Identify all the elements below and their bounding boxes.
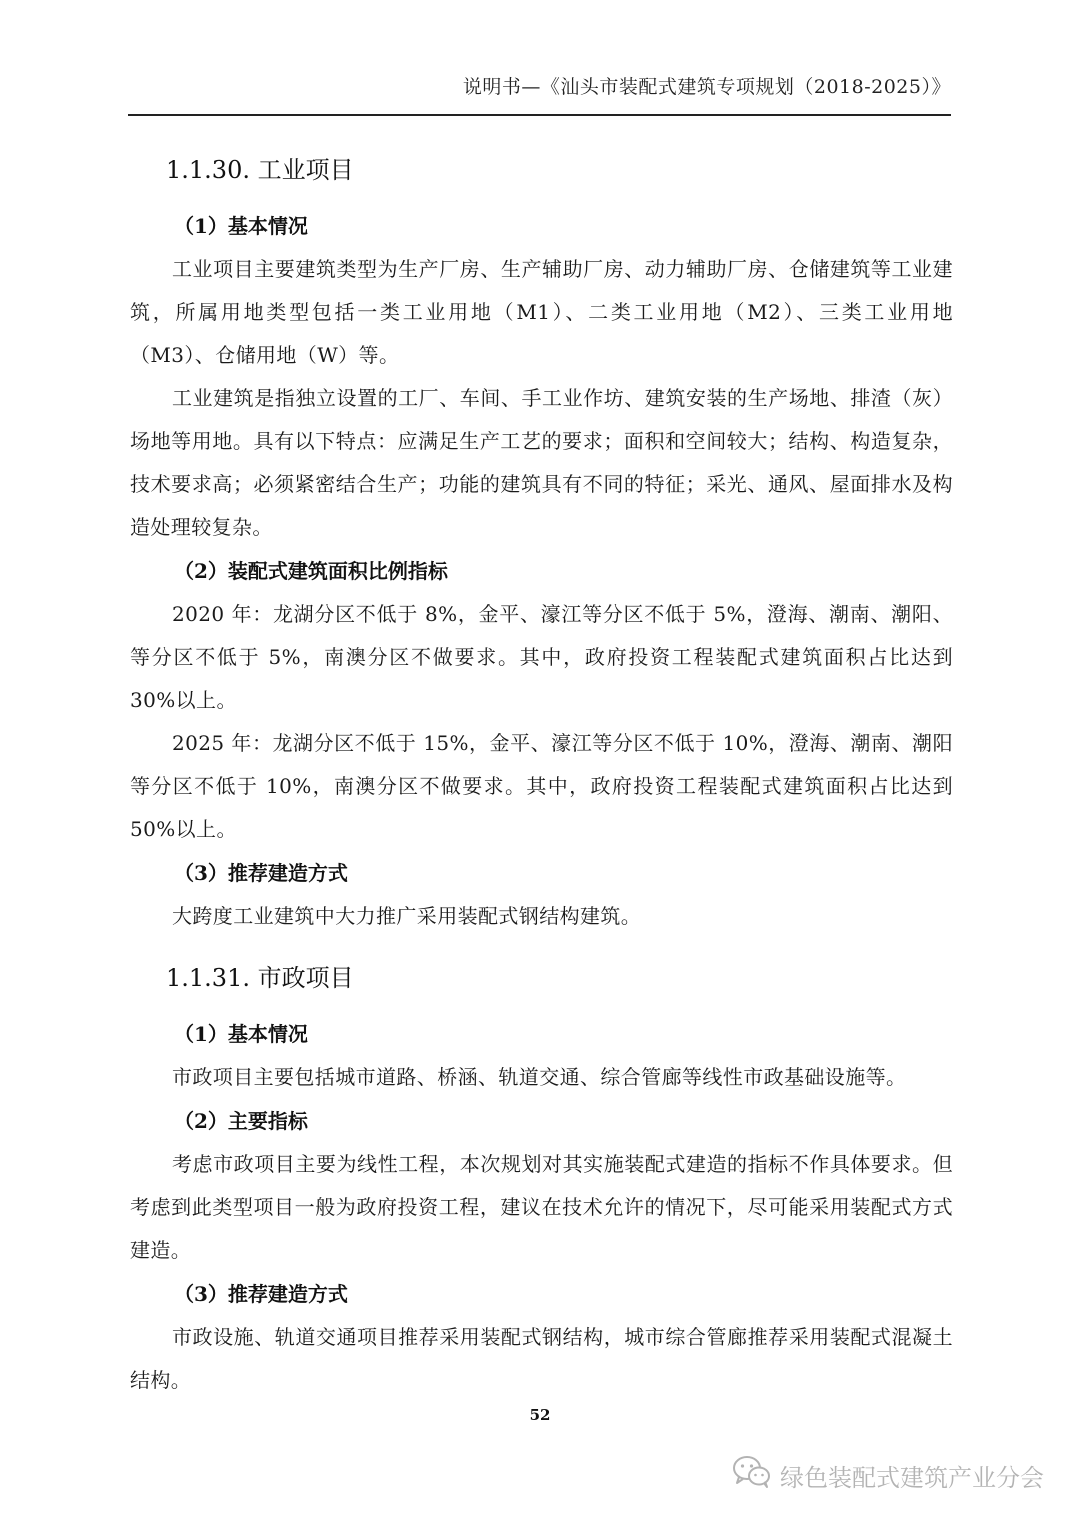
wechat-icon xyxy=(732,1454,772,1496)
paragraph: 2025 年：龙湖分区不低于 15%，金平、濠江等分区不低于 10%，澄海、潮南、潮阳等分区不低于 10%，南澳分区不做要求。其中，政府投资工程装配式建筑面积占比达到 50%以上。 xyxy=(130,731,953,841)
paragraph: 市政设施、轨道交通项目推荐采用装配式钢结构，城市综合管廊推荐采用装配式混凝土结构。 xyxy=(130,1325,953,1392)
wechat-watermark xyxy=(732,1454,1044,1496)
watermark-text: 绿色装配式建筑产业分会 xyxy=(780,1463,1044,1492)
section-industrial xyxy=(130,144,953,938)
paragraph: 2020 年：龙湖分区不低于 8%，金平、濠江等分区不低于 5%，澄海、潮南、潮阳、等分区不低于 5%，南澳分区不做要求。其中，政府投资工程装配式建筑面积占比达到 30%以上。 xyxy=(130,602,953,712)
subhead-basic-info: （1）基本情况 xyxy=(174,214,308,238)
document-body xyxy=(130,144,953,1402)
section-municipal xyxy=(130,952,953,1402)
subhead-area-ratio: （2）装配式建筑面积比例指标 xyxy=(174,559,448,583)
header-divider xyxy=(128,114,951,116)
subhead-construction-method: （3）推荐建造方式 xyxy=(174,1282,348,1306)
document-header: 说明书—《汕头市装配式建筑专项规划（2018-2025）》 xyxy=(462,76,951,98)
page-number: 52 xyxy=(529,1406,551,1424)
paragraph: 工业建筑是指独立设置的工厂、车间、手工业作坊、建筑安装的生产场地、排渣（灰）场地等用地。具有以下特点：应满足生产工艺的要求；面积和空间较大；结构、构造复杂，技术要求高；必须紧密结合生产；功能的建筑具有不同的特征；采光、通风、屋面排水及构造处理较复杂。 xyxy=(130,386,953,539)
paragraph: 工业项目主要建筑类型为生产厂房、生产辅助厂房、动力辅助厂房、仓储建筑等工业建筑，所属用地类型包括一类工业用地（M1）、二类工业用地（M2）、三类工业用地（M3）、仓储用地（W）等。 xyxy=(130,257,953,367)
paragraph: 市政项目主要包括城市道路、桥涵、轨道交通、综合管廊等线性市政基础设施等。 xyxy=(172,1065,907,1089)
section-title: 1.1.31. 市政项目 xyxy=(166,964,354,992)
section-title: 1.1.30. 工业项目 xyxy=(166,156,354,184)
paragraph: 大跨度工业建筑中大力推广采用装配式钢结构建筑。 xyxy=(172,904,642,928)
subhead-construction-method: （3）推荐建造方式 xyxy=(174,861,348,885)
subhead-basic-info: （1）基本情况 xyxy=(174,1022,308,1046)
subhead-main-indicators: （2）主要指标 xyxy=(174,1109,308,1133)
paragraph: 考虑市政项目主要为线性工程，本次规划对其实施装配式建造的指标不作具体要求。但考虑到此类型项目一般为政府投资工程，建议在技术允许的情况下，尽可能采用装配式方式建造。 xyxy=(130,1152,953,1262)
